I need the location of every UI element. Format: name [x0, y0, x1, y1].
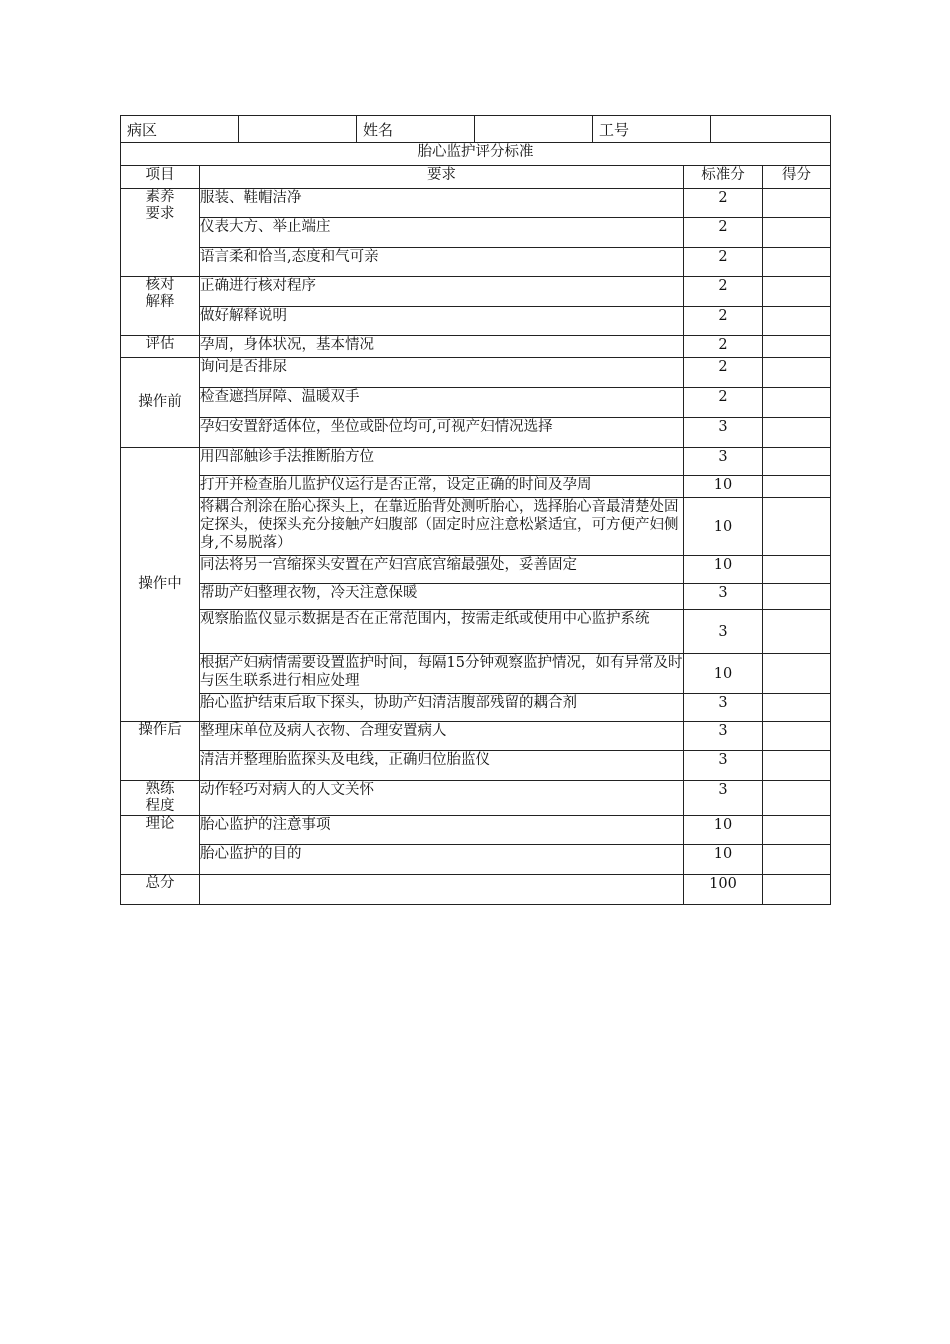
- standard-score-cell: 2: [684, 189, 763, 218]
- obtained-score-cell[interactable]: [763, 277, 831, 307]
- grading-table: [120, 142, 831, 905]
- standard-score-cell: 2: [684, 277, 763, 307]
- standard-score-cell: 3: [684, 418, 763, 448]
- requirement-cell: 同法将另一宫缩探头安置在产妇宫底宫缩最强处，妥善固定: [200, 556, 684, 584]
- obtained-score-cell[interactable]: [763, 694, 831, 722]
- standard-score-cell: 2: [684, 388, 763, 418]
- standard-score-cell: 3: [684, 584, 763, 610]
- obtained-score-cell[interactable]: [763, 610, 831, 654]
- requirement-cell: [200, 875, 684, 905]
- table-row: [121, 556, 831, 584]
- name-field[interactable]: [475, 116, 593, 143]
- section-item-label-line: 操作前: [138, 394, 182, 410]
- table-row: [121, 248, 831, 277]
- ward-label: 病区: [121, 116, 239, 143]
- table-row: [121, 584, 831, 610]
- table-row: [121, 654, 831, 694]
- section-item-label: [121, 277, 200, 336]
- obtained-score-cell[interactable]: [763, 448, 831, 476]
- requirement-cell: 做好解释说明: [200, 307, 684, 336]
- obtained-score-cell[interactable]: [763, 751, 831, 781]
- standard-score-cell: 2: [684, 358, 763, 388]
- table-row: [121, 388, 831, 418]
- section-item-label: [121, 448, 200, 722]
- obtained-score-cell[interactable]: [763, 476, 831, 498]
- section-item-label: [121, 781, 200, 816]
- section-item-label-line: 要求: [145, 206, 175, 222]
- table-row: [121, 418, 831, 448]
- standard-score-cell: 2: [684, 336, 763, 358]
- standard-score-cell: 3: [684, 694, 763, 722]
- requirement-cell: 清洁并整理胎监探头及电线，正确归位胎监仪: [200, 751, 684, 781]
- table-row: [121, 694, 831, 722]
- standard-score-cell: 3: [684, 722, 763, 751]
- standard-score-cell: 10: [684, 476, 763, 498]
- requirement-cell: 孕妇安置舒适体位，坐位或卧位均可,可视产妇情况选择: [200, 418, 684, 448]
- section-item-label-line: 操作后: [138, 722, 182, 738]
- standard-score-cell: 100: [684, 875, 763, 905]
- section-item-label: [121, 358, 200, 448]
- requirement-cell: 将耦合剂涂在胎心探头上，在靠近胎背处测听胎心，选择胎心音最清楚处固定探头，使探头充分接触产妇腹部（固定时应注意松紧适宜，可方便产妇侧身,不易脱落）: [200, 498, 684, 556]
- section-item-label: [121, 189, 200, 277]
- obtained-score-cell[interactable]: [763, 498, 831, 556]
- obtained-score-cell[interactable]: [763, 307, 831, 336]
- table-row: [121, 476, 831, 498]
- obtained-score-cell[interactable]: [763, 189, 831, 218]
- requirement-cell: 胎心监护结束后取下探头，协助产妇清洁腹部残留的耦合剂: [200, 694, 684, 722]
- section-item-label: [121, 722, 200, 781]
- standard-score-cell: 10: [684, 556, 763, 584]
- table-row: [121, 610, 831, 654]
- table-row: [121, 751, 831, 781]
- requirement-cell: 胎心监护的目的: [200, 845, 684, 875]
- standard-score-cell: 2: [684, 218, 763, 248]
- obtained-score-cell[interactable]: [763, 418, 831, 448]
- requirement-cell: 检查遮挡屏障、温暖双手: [200, 388, 684, 418]
- requirement-cell: 正确进行核对程序: [200, 277, 684, 307]
- section-item-label: [121, 336, 200, 358]
- ward-field[interactable]: [239, 116, 357, 143]
- obtained-score-cell[interactable]: [763, 654, 831, 694]
- obtained-score-cell[interactable]: [763, 816, 831, 845]
- table-row: [121, 498, 831, 556]
- section-item-label: [121, 816, 200, 875]
- table-row: [121, 307, 831, 336]
- obtained-score-cell[interactable]: [763, 556, 831, 584]
- table-row: [121, 277, 831, 307]
- section-item-label-line: 熟练: [145, 781, 175, 797]
- standard-score-cell: 10: [684, 654, 763, 694]
- table-row: [121, 845, 831, 875]
- table-row: [121, 722, 831, 751]
- table-row: [121, 218, 831, 248]
- standard-score-cell: 10: [684, 498, 763, 556]
- obtained-score-cell[interactable]: [763, 584, 831, 610]
- column-header-item: 项目: [121, 166, 200, 189]
- obtained-score-cell[interactable]: [763, 336, 831, 358]
- table-row: [121, 336, 831, 358]
- obtained-score-cell[interactable]: [763, 845, 831, 875]
- obtained-score-cell[interactable]: [763, 781, 831, 816]
- table-row: [121, 875, 831, 905]
- section-item-label-line: 操作中: [138, 576, 182, 592]
- table-row: [121, 816, 831, 845]
- standard-score-cell: 2: [684, 307, 763, 336]
- column-header-standard-score: 标准分: [684, 166, 763, 189]
- standard-score-cell: 3: [684, 610, 763, 654]
- name-label: 姓名: [357, 116, 475, 143]
- form-header: [120, 115, 831, 143]
- obtained-score-cell[interactable]: [763, 388, 831, 418]
- employee-id-label: 工号: [593, 116, 711, 143]
- section-item-label-line: 素养: [145, 189, 175, 205]
- obtained-score-cell[interactable]: [763, 722, 831, 751]
- requirement-cell: 帮助产妇整理衣物，冷天注意保暖: [200, 584, 684, 610]
- table-row: [121, 781, 831, 816]
- section-item-label-line: 核对: [145, 277, 175, 293]
- obtained-score-cell[interactable]: [763, 248, 831, 277]
- table-row: [121, 358, 831, 388]
- employee-id-field[interactable]: [711, 116, 831, 143]
- section-item-label-line: 理论: [145, 816, 175, 832]
- requirement-cell: 根据产妇病情需要设置监护时间，每隔15分钟观察监护情况，如有异常及时与医生联系进行相应处理: [200, 654, 684, 694]
- obtained-score-cell[interactable]: [763, 218, 831, 248]
- obtained-score-cell[interactable]: [763, 875, 831, 905]
- section-item-label-line: 评估: [145, 336, 175, 352]
- obtained-score-cell[interactable]: [763, 358, 831, 388]
- table-title: 胎心监护评分标准: [121, 143, 831, 166]
- requirement-cell: 观察胎监仪显示数据是否在正常范围内，按需走纸或使用中心监护系统: [200, 610, 684, 654]
- requirement-cell: 孕周，身体状况，基本情况: [200, 336, 684, 358]
- section-item-label-line: 总分: [145, 875, 175, 891]
- section-item-label-line: 解释: [145, 294, 175, 310]
- requirement-cell: 整理床单位及病人衣物、合理安置病人: [200, 722, 684, 751]
- requirement-cell: 胎心监护的注意事项: [200, 816, 684, 845]
- table-row: [121, 448, 831, 476]
- requirement-cell: 仪表大方、举止端庄: [200, 218, 684, 248]
- requirement-cell: 打开并检查胎儿监护仪运行是否正常，设定正确的时间及孕周: [200, 476, 684, 498]
- standard-score-cell: 3: [684, 448, 763, 476]
- standard-score-cell: 2: [684, 248, 763, 277]
- column-header-requirement: 要求: [200, 166, 684, 189]
- requirement-cell: 询问是否排尿: [200, 358, 684, 388]
- standard-score-cell: 10: [684, 845, 763, 875]
- requirement-cell: 服装、鞋帽洁净: [200, 189, 684, 218]
- standard-score-cell: 3: [684, 751, 763, 781]
- section-item-label: [121, 875, 200, 905]
- requirement-cell: 语言柔和恰当,态度和气可亲: [200, 248, 684, 277]
- section-item-label-line: 程度: [145, 798, 175, 814]
- table-row: [121, 189, 831, 218]
- column-header-score: 得分: [763, 166, 831, 189]
- requirement-cell: 用四部触诊手法推断胎方位: [200, 448, 684, 476]
- requirement-cell: 动作轻巧对病人的人文关怀: [200, 781, 684, 816]
- standard-score-cell: 3: [684, 781, 763, 816]
- standard-score-cell: 10: [684, 816, 763, 845]
